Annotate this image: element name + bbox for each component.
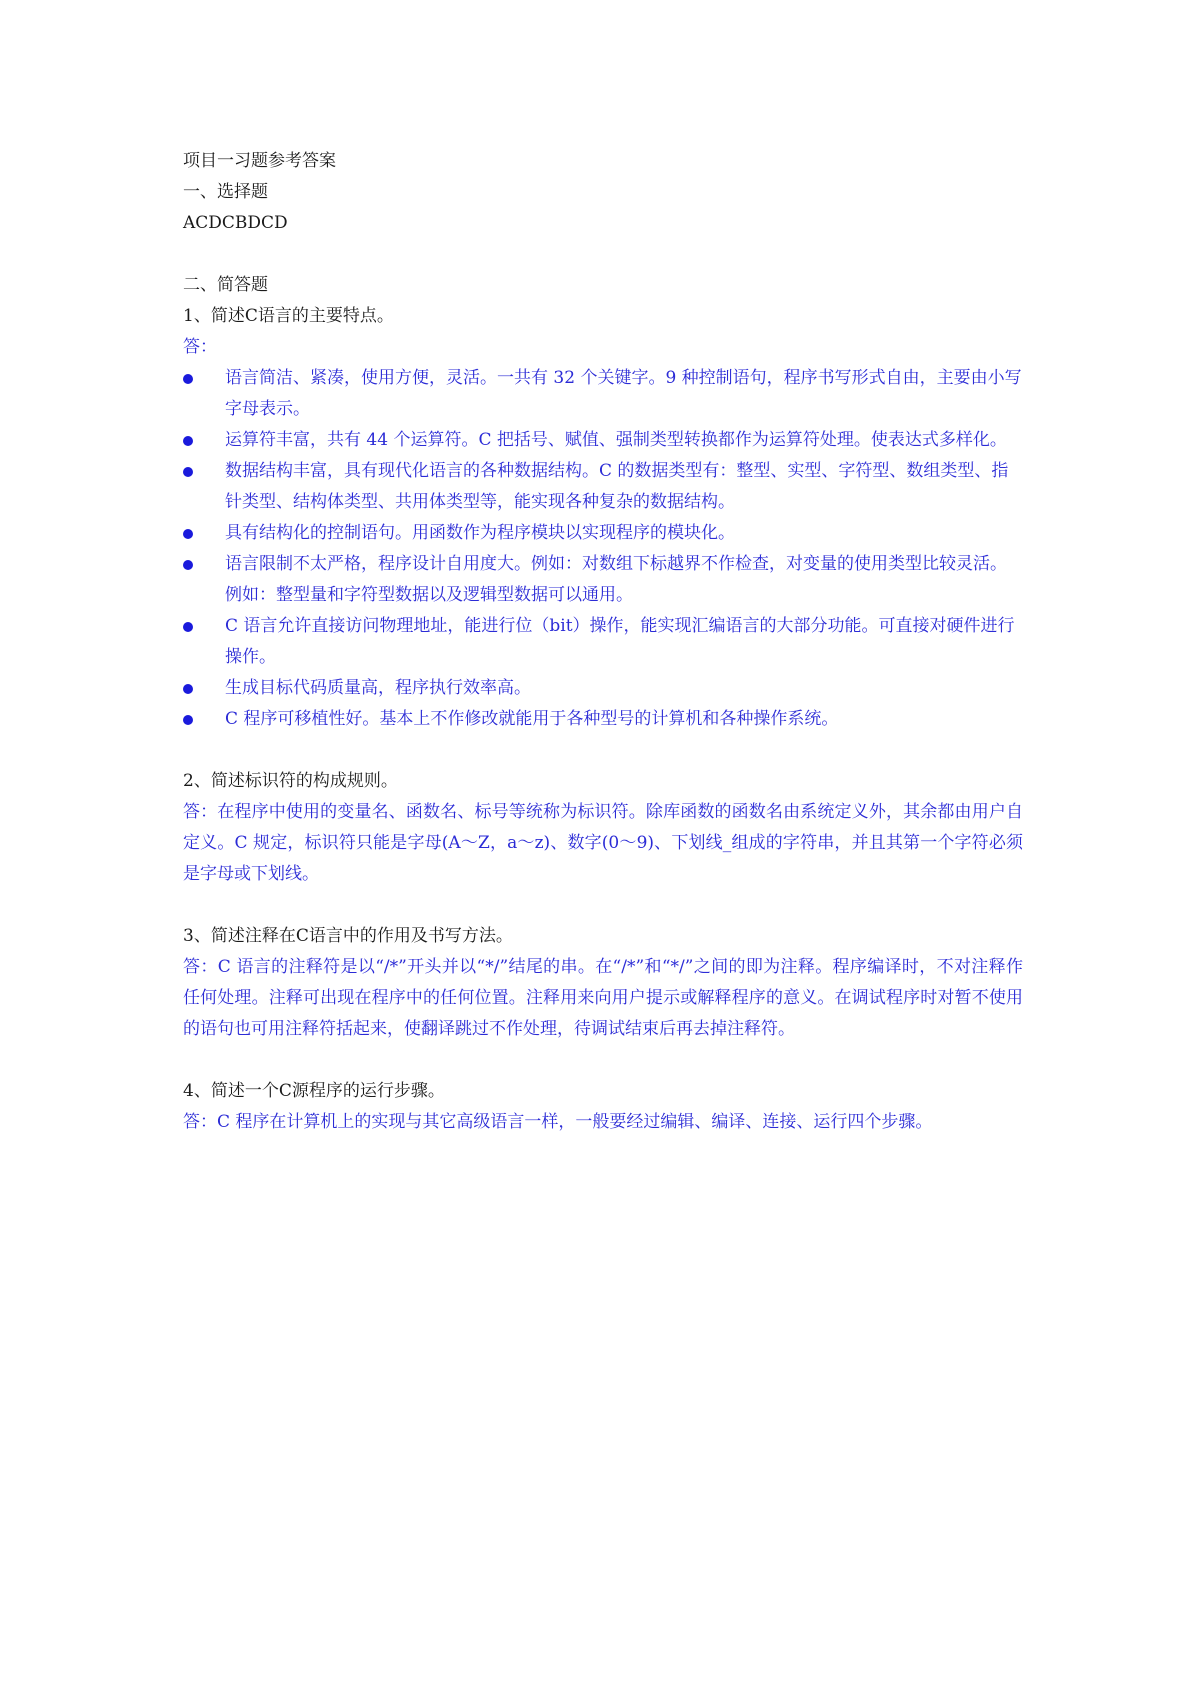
- spacer: [183, 1045, 1023, 1076]
- list-item-text: 语言简洁、紧凑，使用方便，灵活。一共有 32 个关键字。9 种控制语句，程序书写形式自由，主要由小写字母表示。: [225, 368, 1022, 419]
- list-item-text: C 语言允许直接访问物理地址，能进行位（bit）操作，能实现汇编语言的大部分功能。可直接对硬件进行操作。: [225, 616, 1015, 667]
- bullet-icon: [183, 715, 193, 725]
- list-item-text: C 程序可移植性好。基本上不作修改就能用于各种型号的计算机和各种操作系统。: [225, 709, 839, 729]
- q4-question: 4、简述一个C源程序的运行步骤。: [183, 1081, 445, 1101]
- list-item: [183, 611, 1023, 673]
- choice-answers: ACDCBDCD: [183, 213, 288, 233]
- q1-answer-points: [183, 363, 1023, 735]
- list-item-text: 具有结构化的控制语句。用函数作为程序模块以实现程序的模块化。: [225, 523, 735, 543]
- list-item-text: 运算符丰富，共有 44 个运算符。C 把括号、赋值、强制类型转换都作为运算符处理。使表达式多样化。: [225, 430, 1007, 450]
- document-page: [183, 146, 1023, 1138]
- bullet-icon: [183, 374, 193, 384]
- bullet-icon: [183, 529, 193, 539]
- bullet-icon: [183, 684, 193, 694]
- q2-answer: 答：在程序中使用的变量名、函数名、标号等统称为标识符。除库函数的函数名由系统定义外，其余都由用户自定义。C 规定，标识符只能是字母(A～Z，a～z)、数字(0～9)、下划线_组成的字符串，并且其第一个字符必须是字母或下划线。: [183, 802, 1023, 884]
- spacer: [183, 239, 1023, 270]
- document-title: 项目一习题参考答案: [183, 151, 336, 171]
- list-item: [183, 673, 1023, 704]
- list-item: [183, 518, 1023, 549]
- bullet-icon: [183, 622, 193, 632]
- list-item: [183, 425, 1023, 456]
- q1-answer-label: 答：: [183, 337, 217, 357]
- q4-answer: 答：C 程序在计算机上的实现与其它高级语言一样，一般要经过编辑、编译、连接、运行四个步骤。: [183, 1112, 933, 1132]
- list-item-text: 生成目标代码质量高，程序执行效率高。: [225, 678, 531, 698]
- list-item: [183, 549, 1023, 611]
- list-item-text: 数据结构丰富，具有现代化语言的各种数据结构。C 的数据类型有：整型、实型、字符型、数组类型、指针类型、结构体类型、共用体类型等，能实现各种复杂的数据结构。: [225, 461, 1009, 512]
- bullet-icon: [183, 436, 193, 446]
- q2-question: 2、简述标识符的构成规则。: [183, 771, 398, 791]
- section2-heading: 二、简答题: [183, 275, 268, 295]
- list-item: [183, 704, 1023, 735]
- list-item: [183, 363, 1023, 425]
- q3-answer: 答：C 语言的注释符是以“/*”开头并以“*/”结尾的串。在“/*”和“*/”之间的即为注释。程序编译时，不对注释作任何处理。注释可出现在程序中的任何位置。注释用来向用户提示或解释程序的意义。在调试程序时对暂不使用的语句也可用注释符括起来，使翻译跳过不作处理，待调试结束后再去掉注释符。: [183, 957, 1023, 1039]
- q3-question: 3、简述注释在C语言中的作用及书写方法。: [183, 926, 513, 946]
- q1-question: 1、简述C语言的主要特点。: [183, 306, 394, 326]
- list-item-text: 语言限制不太严格，程序设计自用度大。例如：对数组下标越界不作检查，对变量的使用类型比较灵活。例如：整型量和字符型数据以及逻辑型数据可以通用。: [225, 554, 1007, 605]
- bullet-icon: [183, 560, 193, 570]
- spacer: [183, 735, 1023, 766]
- spacer: [183, 890, 1023, 921]
- bullet-icon: [183, 467, 193, 477]
- list-item: [183, 456, 1023, 518]
- section1-heading: 一、选择题: [183, 182, 268, 202]
